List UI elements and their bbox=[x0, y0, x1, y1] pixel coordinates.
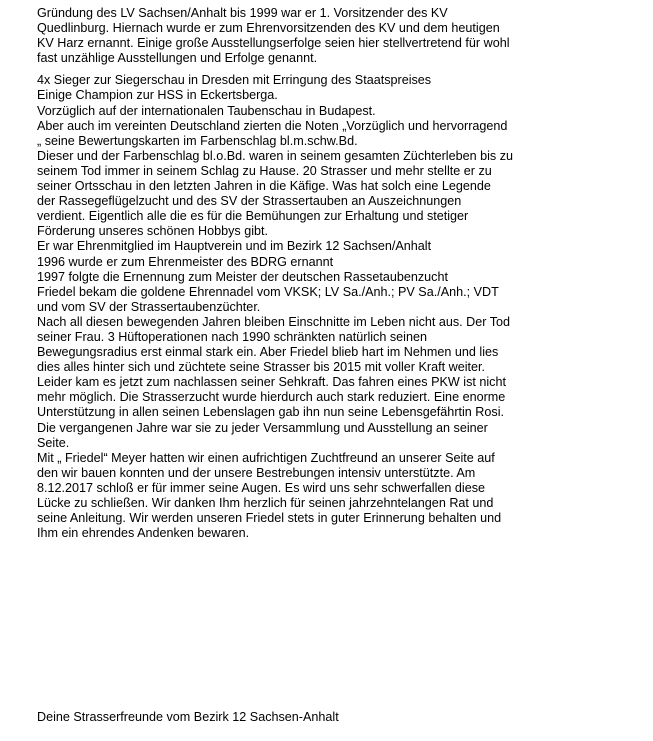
signature-line: Deine Strasserfreunde vom Bezirk 12 Sachsen-Anhalt bbox=[37, 710, 339, 724]
document-text bbox=[37, 6, 637, 541]
body-paragraph: 4x Sieger zur Siegerschau in Dresden mit Erringung des Staatspreises Einige Champion zur HSS in Eckertsberga. Vorzüglich auf der internationalen Taubenschau in Budapest. Aber auch im vereinten Deutschland zierten die Noten „Vorzüglich und hervorragend „ seine Bewertungskarten im Farbenschlag bl.m.schw.Bd. Dieser und der Farbenschlag bl.o.Bd. waren in seinem gesamten Züchterleben bis zu seinem Tod immer in seinem Schlag zu Hause. 20 Strasser und mehr stellte er zu seiner Ortsschau in den letzten Jahren in die Käfige. Was hat solch eine Legende der Rassegeflügelzucht und des SV der Strassertauben an Auszeichnungen verdient. Eigentlich alle die es für die Bemühungen zur Erhaltung und stetiger Förderung unseres schönen Hobbys gibt. Er war Ehrenmitglied im Hauptverein und im Bezirk 12 Sachsen/Anhalt 1996 wurde er zum Ehrenmeister des BDRG ernannt 1997 folgte die Ernennung zum Meister der deutschen Rassetaubenzucht Friedel bekam die goldene Ehrennadel vom VKSK; LV Sa./Anh.; PV Sa./Anh.; VDT und vom SV der Strassertaubenzüchter. Nach all diesen bewegenden Jahren bleiben Einschnitte im Leben nicht aus. Der Tod seiner Frau. 3 Hüftoperationen nach 1990 schränkten natürlich seinen Bewegungsradius erst einmal stark ein. Aber Friedel blieb hart im Nehmen und lies dies alles hinter sich und züchtete seine Strasser bis 2015 mit voller Kraft weiter. Leider kam es jetzt zum nachlassen seiner Sehkraft. Das fahren eines PKW ist nicht mehr möglich. Die Strasserzucht wurde hierdurch auch stark reduziert. Eine enorme Unterstützung in allen seinen Lebenslagen gab ihn nun seine Lebensgefährtin Rosi. Die vergangenen Jahre war sie zu jeder Versammlung und Ausstellung an seiner Seite. Mit „ Friedel“ Meyer hatten wir einen aufrichtigen Zuchtfreund an unserer Seite auf den wir bauen konnten und der unsere Bestrebungen intensiv unterstützte. Am 8.12.2017 schloß er für immer seine Augen. Es wird uns sehr schwerfallen diese Lücke zu schließen. Wir danken Ihm herzlich für seinen jahrzehntelangen Rat und seine Anleitung. Wir werden unseren Friedel stets in guter Erinnerung behalten und Ihm ein ehrendes Andenken bewaren. bbox=[37, 73, 514, 541]
intro-paragraph: Gründung des LV Sachsen/Anhalt bis 1999 war er 1. Vorsitzender des KV Quedlinburg. Hiernach wurde er zum Ehrenvorsitzenden des KV und dem heutigen KV Harz ernannt. Einige große Ausstellungserfolge seien hier stellvertretend für wohl fast unzählige Ausstellungen und Erfolge genannt. bbox=[37, 6, 510, 66]
